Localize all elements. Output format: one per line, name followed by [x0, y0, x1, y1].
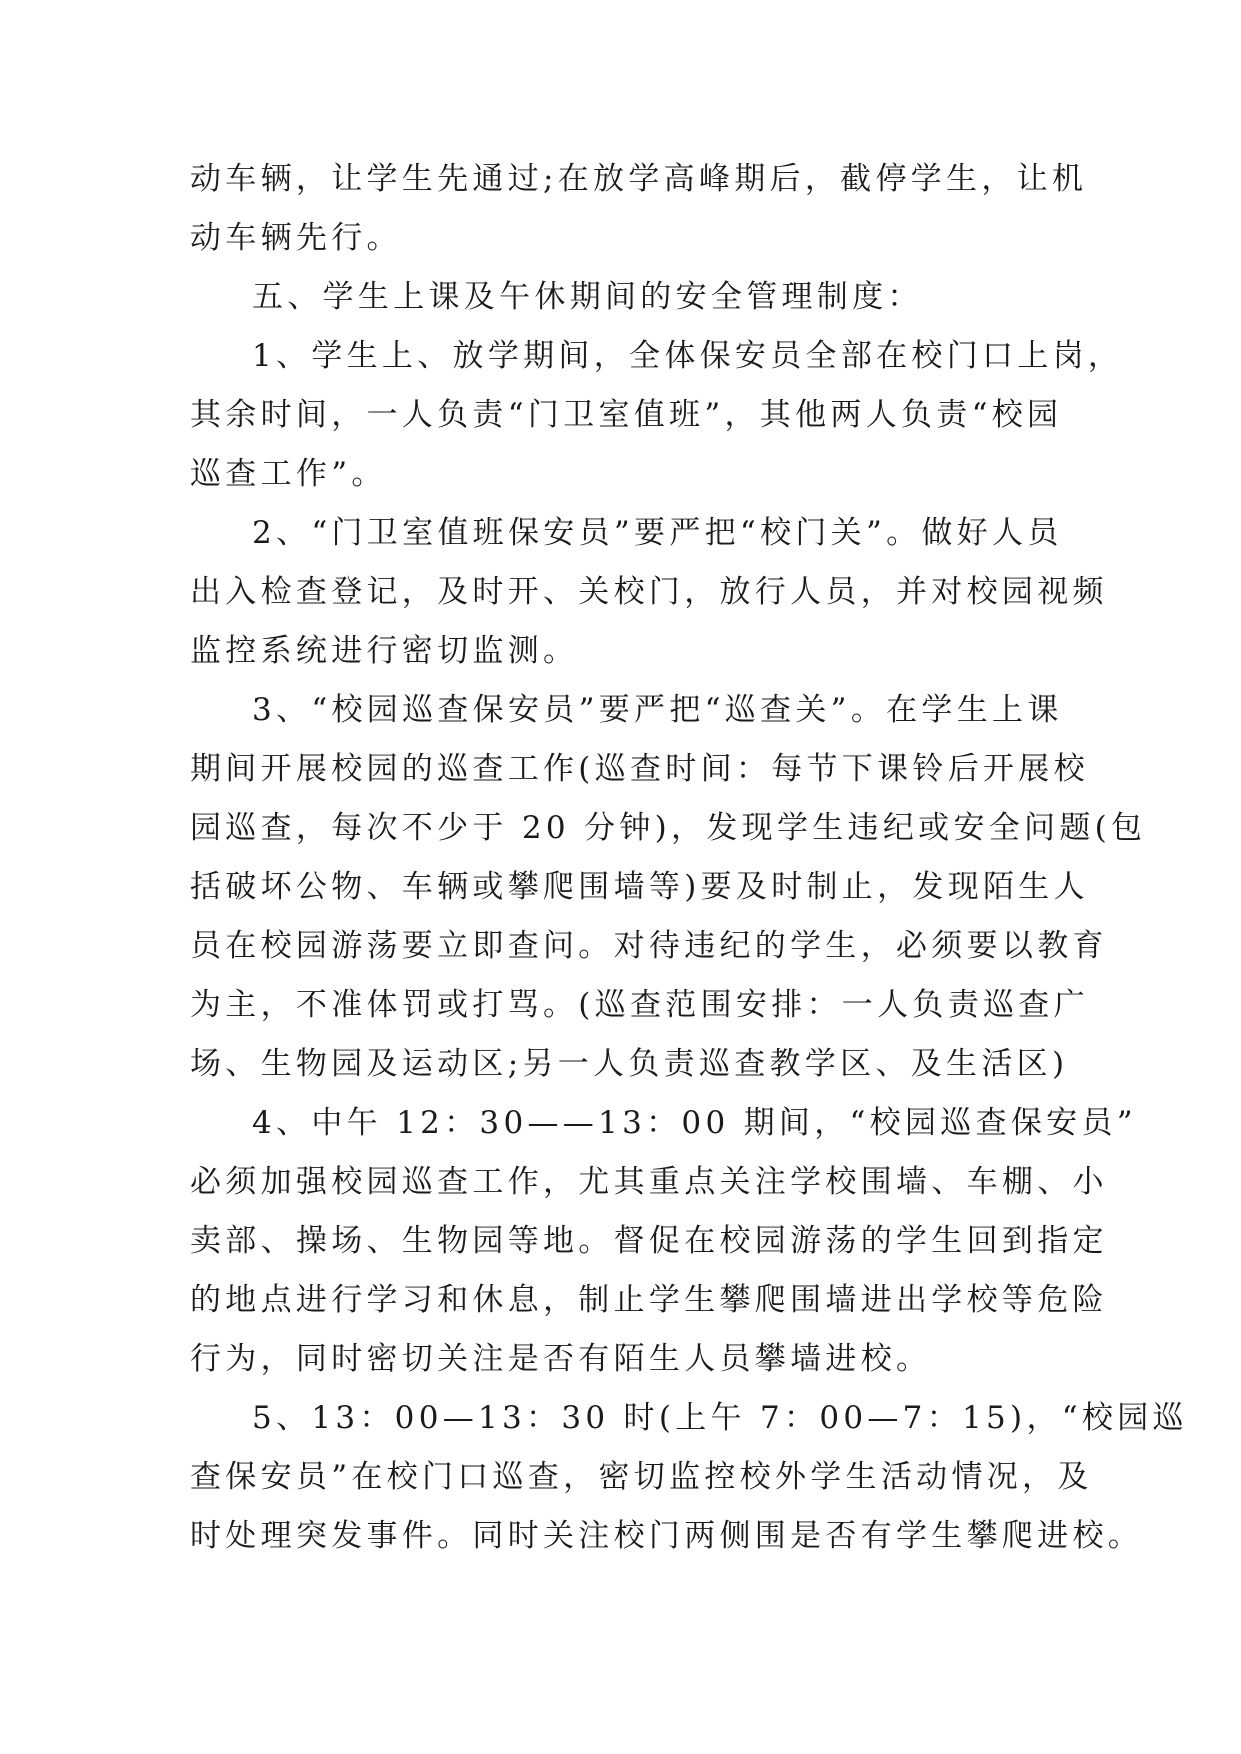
text-line: 其余时间，一人负责“门卫室值班”，其他两人负责“校园	[190, 397, 1063, 433]
text-line: 巡查工作”。	[190, 456, 387, 492]
text-line: 卖部、操场、生物园等地。督促在校园游荡的学生回到指定	[190, 1223, 1108, 1259]
text-line: 的地点进行学习和休息，制止学生攀爬围墙进出学校等危险	[190, 1282, 1108, 1318]
text-line: 行为，同时密切关注是否有陌生人员攀墙进校。	[190, 1341, 932, 1377]
text-line: 为主，不准体罚或打骂。(巡查范围安排：一人负责巡查广	[190, 987, 1089, 1023]
paragraph-traffic-continued	[190, 150, 1088, 268]
document-body	[190, 150, 1188, 1566]
text-line: 5、13：00—13：30 时(上午 7：00—7：15)，“校园巡	[252, 1400, 1188, 1436]
text-line: 时处理突发事件。同时关注校门两侧围是否有学生攀爬进校。	[190, 1518, 1144, 1554]
text-line: 3、“校园巡查保安员”要严把“巡查关”。在学生上课	[252, 692, 1063, 728]
paragraph-item-5	[190, 1389, 1188, 1566]
paragraph-item-3	[190, 681, 1147, 1094]
section-heading-five	[190, 268, 1060, 327]
text-line: 五、学生上课及午休期间的安全管理制度：	[252, 279, 923, 315]
text-line: 期间开展校园的巡查工作(巡查时间：每节下课铃后开展校	[190, 751, 1089, 787]
text-line: 出入检查登记，及时开、关校门，放行人员，并对校园视频	[190, 574, 1108, 610]
text-line: 查保安员”在校门口巡查，密切监控校外学生活动情况，及	[190, 1459, 1093, 1495]
paragraph-item-1	[190, 327, 1124, 504]
text-line: 员在校园游荡要立即查问。对待违纪的学生，必须要以教育	[190, 928, 1108, 964]
text-line: 园巡查，每次不少于 20 分钟)，发现学生违纪或安全问题(包	[190, 810, 1147, 846]
text-line: 1、学生上、放学期间，全体保安员全部在校门口上岗，	[252, 338, 1124, 374]
text-line: 动车辆先行。	[190, 220, 402, 256]
paragraph-item-2	[190, 504, 1108, 681]
text-line: 2、“门卫室值班保安员”要严把“校门关”。做好人员	[252, 515, 1063, 551]
text-line: 监控系统进行密切监测。	[190, 633, 579, 669]
text-line: 必须加强校园巡查工作，尤其重点关注学校围墙、车棚、小	[190, 1164, 1108, 1200]
text-line: 括破坏公物、车辆或攀爬围墙等)要及时制止，发现陌生人	[190, 869, 1089, 905]
paragraph-item-4	[190, 1094, 1137, 1389]
text-line: 4、中午 12：30——13：00 期间，“校园巡查保安员”	[252, 1105, 1137, 1141]
text-line: 场、生物园及运动区;另一人负责巡查教学区、及生活区)	[190, 1046, 1069, 1082]
text-line: 动车辆，让学生先通过;在放学高峰期后，截停学生，让机	[190, 161, 1088, 197]
